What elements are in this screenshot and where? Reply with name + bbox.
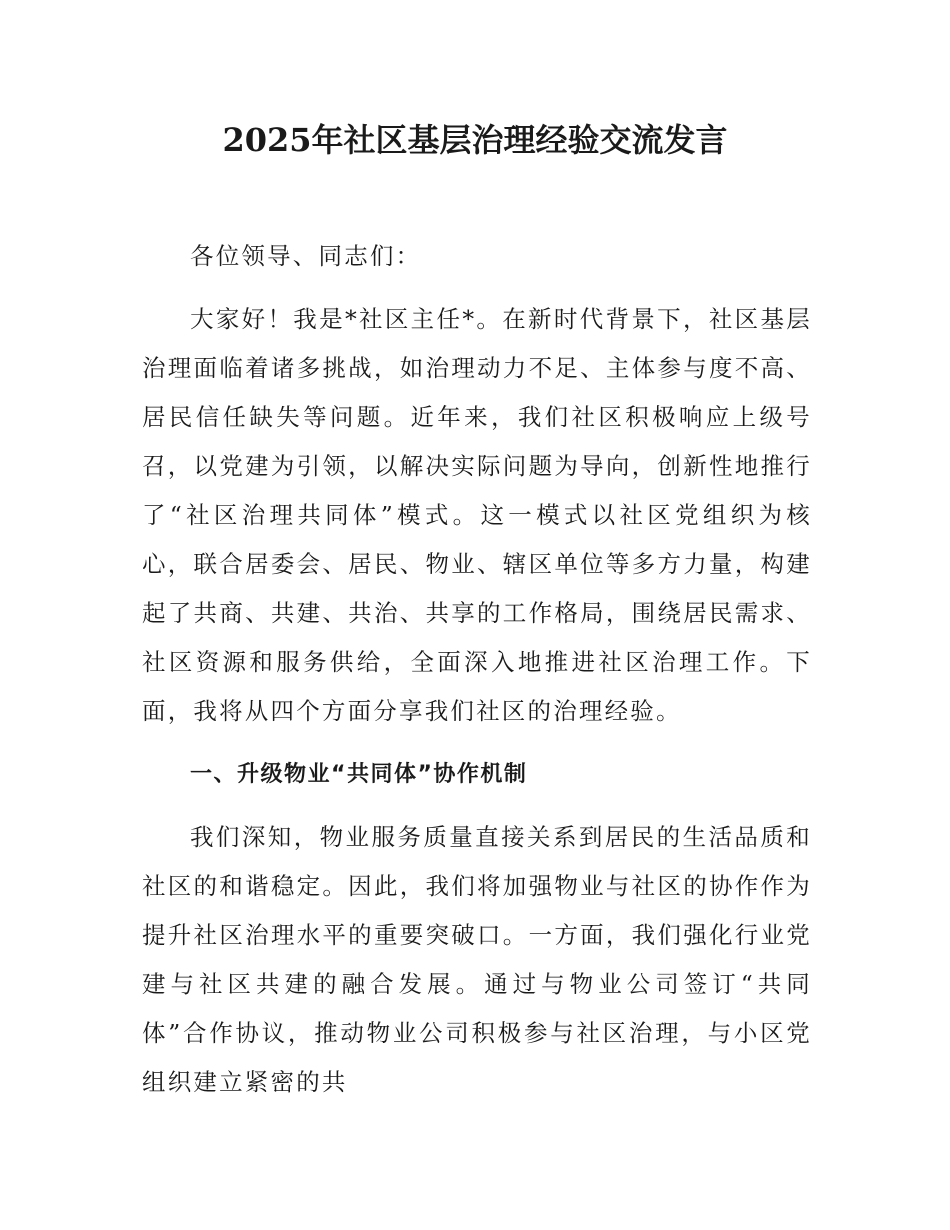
salutation: 各位领导、同志们： bbox=[190, 242, 422, 270]
document-title: 2025年社区基层治理经验交流发言 bbox=[222, 121, 728, 159]
section-heading: 一、升级物业“共同体”协作机制 bbox=[190, 762, 528, 787]
paragraph-intro: 大家好！我是*社区主任*。在新时代背景下，社区基层治理面临着诸多挑战，如治理动力不足、主体参与度不高、居民信任缺失等问题。近年来，我们社区积极响应上级号召，以党建为引领，以解决实际问题为导向，创新性地推行了“社区治理共同体”模式。这一模式以社区党组织为核心，联合居委会、居民、物业、辖区单位等多方力量，构建起了共商、共建、共治、共享的工作格局，围绕居民需求、社区资源和服务供给，全面深入地推进社区治理工作。下面，我将从四个方面分享我们社区的治理经验。 bbox=[142, 305, 812, 725]
document-body bbox=[142, 232, 812, 1121]
paragraph-section-1: 我们深知，物业服务质量直接关系到居民的生活品质和社区的和谐稳定。因此，我们将加强物业与社区的协作作为提升社区治理水平的重要突破口。一方面，我们强化行业党建与社区共建的融合发展。通过与物业公司签订“共同体”合作协议，推动物业公司积极参与社区治理，与小区党组织建立紧密的共 bbox=[142, 823, 812, 1096]
